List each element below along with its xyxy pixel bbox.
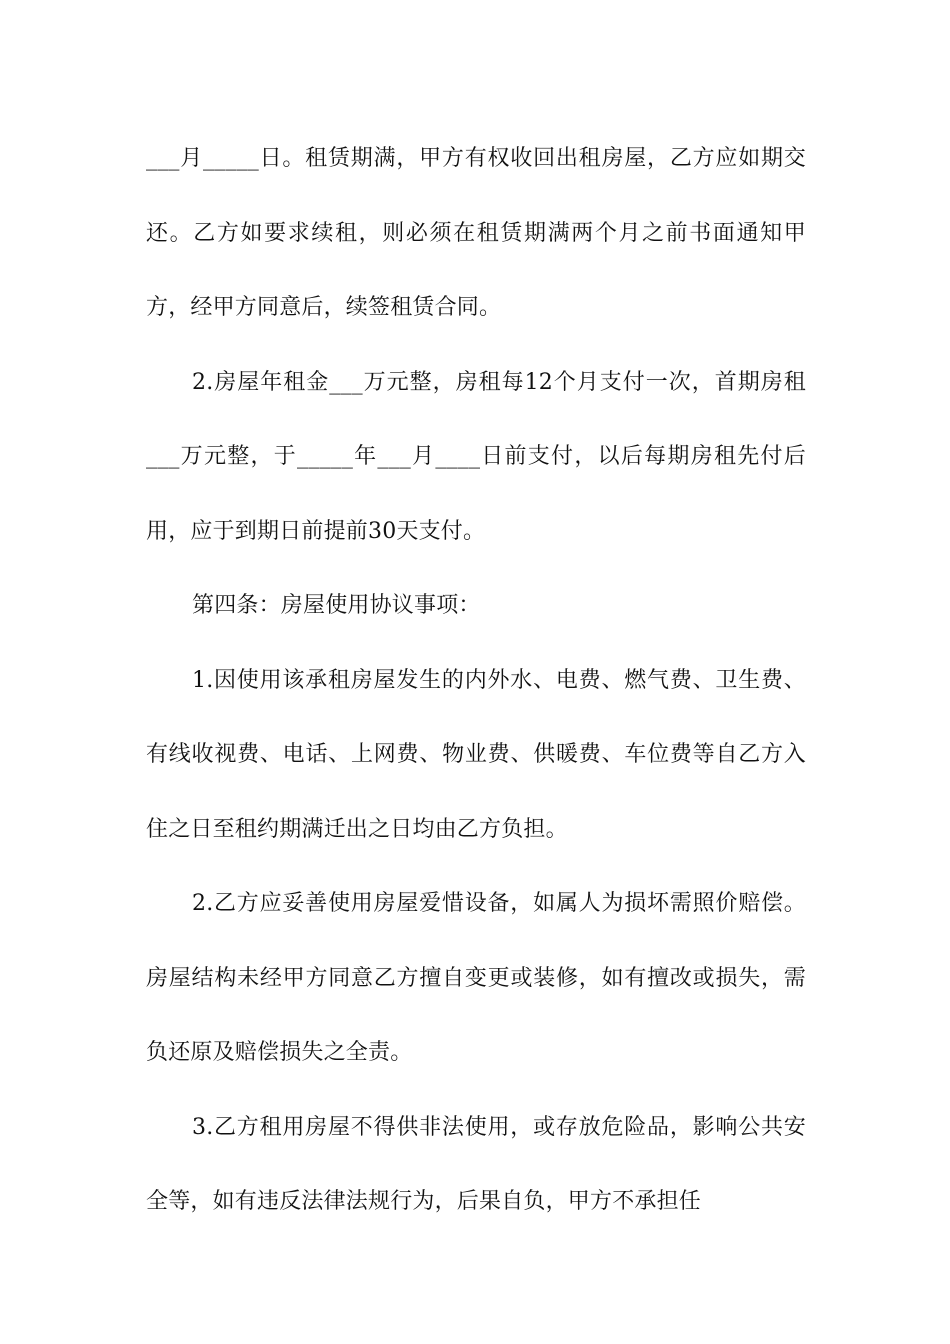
document-body bbox=[146, 122, 806, 1240]
paragraph-utility-fees: 1.因使用该承租房屋发生的内外水、电费、燃气费、卫生费、有线收视费、电话、上网费、物业费、供暖费、车位费等自乙方入住之日至租约期满迁出之日均由乙方负担。 bbox=[146, 667, 806, 842]
paragraph-lawful-use: 3.乙方租用房屋不得供非法使用，或存放危险品，影响公共安全等，如有违反法律法规行为，后果自负，甲方不承担任 bbox=[146, 1114, 806, 1214]
paragraph-lease-term-end: ___月_____日。租赁期满，甲方有权收回出租房屋，乙方应如期交还。乙方如要求续租，则必须在租赁期满两个月之前书面通知甲方，经甲方同意后，续签租赁合同。 bbox=[146, 146, 806, 320]
section-heading-article-4: 第四条：房屋使用协议事项： bbox=[192, 593, 481, 618]
paragraph-annual-rent: 2.房屋年租金___万元整，房租每12个月支付一次，首期房租___万元整，于_____年___月____日前支付，以后每期房租先付后用，应于到期日前提前30天支付。 bbox=[146, 369, 806, 544]
paragraph-property-care: 2.乙方应妥善使用房屋爱惜设备，如属人为损坏需照价赔偿。房屋结构未经甲方同意乙方擅自变更或装修，如有擅改或损失，需负还原及赔偿损失之全责。 bbox=[146, 891, 806, 1065]
